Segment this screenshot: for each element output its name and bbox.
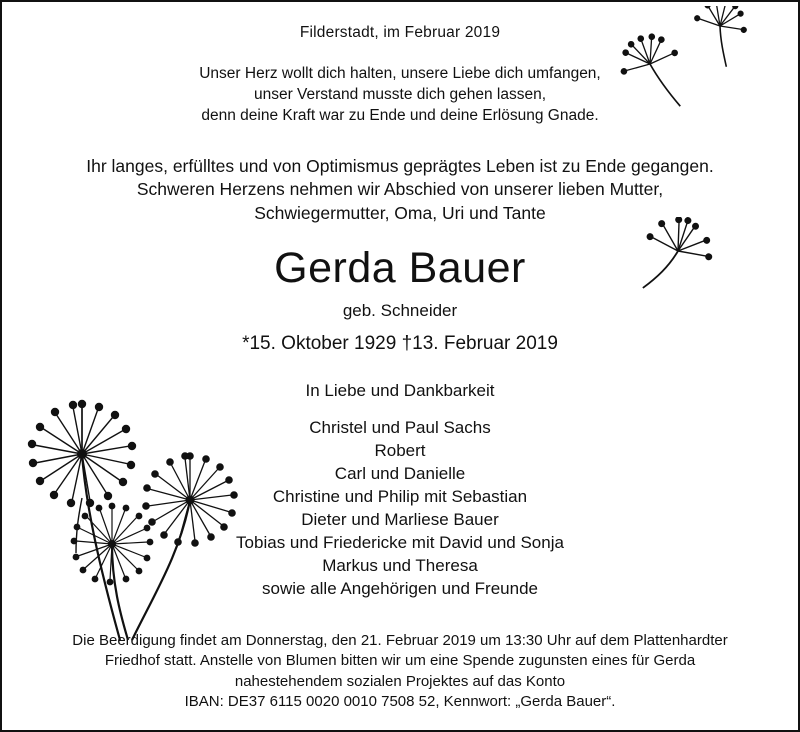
place-and-date: Filderstadt, im Februar 2019 [299, 24, 501, 41]
mourner-line: Robert [374, 441, 426, 461]
funeral-details-line: Die Beerdigung findet am Donnerstag, den 21. Februar 2019 um 13:30 Uhr auf dem Plattenhardter [72, 632, 728, 649]
funeral-details-line: nahestehendem sozialen Projektes auf das Konto [234, 672, 566, 690]
mourner-line: Tobias und Friedericke mit David und Sonja [236, 533, 564, 553]
deceased-name: Gerda Bauer [274, 243, 526, 292]
donation-account-line: IBAN: DE37 6115 0020 0010 7508 52, Kennwort: „Gerda Bauer“. [184, 692, 616, 710]
intro-line: Schweren Herzens nehmen wir Abschied von unserer lieben Mutter, [136, 179, 664, 200]
dedication-text: In Liebe und Dankbarkeit [305, 381, 495, 401]
mourner-line: Christel und Paul Sachs [309, 418, 491, 438]
verse-line: unser Verstand musste dich gehen lassen, [253, 85, 547, 103]
verse-line: Unser Herz wollt dich halten, unsere Liebe dich umfangen, [199, 65, 601, 82]
mourners-list [2, 417, 798, 601]
mourner-line: sowie alle Angehörigen und Freunde [262, 578, 538, 598]
intro-line: Ihr langes, erfülltes und von Optimismus geprägtes Leben ist zu Ende gegangen. [86, 155, 714, 176]
funeral-details-line: Friedhof statt. Anstelle von Blumen bitten wir um eine Spende zugunsten eines für Gerda [104, 652, 696, 670]
funeral-details [2, 631, 798, 712]
verse-block [2, 64, 798, 127]
mourner-line: Carl und Danielle [334, 464, 466, 484]
mourner-line: Dieter und Marliese Bauer [301, 510, 499, 530]
mourner-line: Markus und Theresa [322, 556, 478, 576]
verse-line: denn deine Kraft war zu Ende und deine Erlösung Gnade. [201, 106, 599, 124]
intro-line: Schwiegermutter, Oma, Uri und Tante [254, 203, 546, 224]
intro-block [2, 155, 798, 226]
birth-death-dates: *15. Oktober 1929 †13. Februar 2019 [242, 333, 558, 355]
maiden-name: geb. Schneider [342, 301, 458, 321]
mourner-line: Christine und Philip mit Sebastian [272, 487, 528, 507]
notice-content [2, 2, 798, 601]
